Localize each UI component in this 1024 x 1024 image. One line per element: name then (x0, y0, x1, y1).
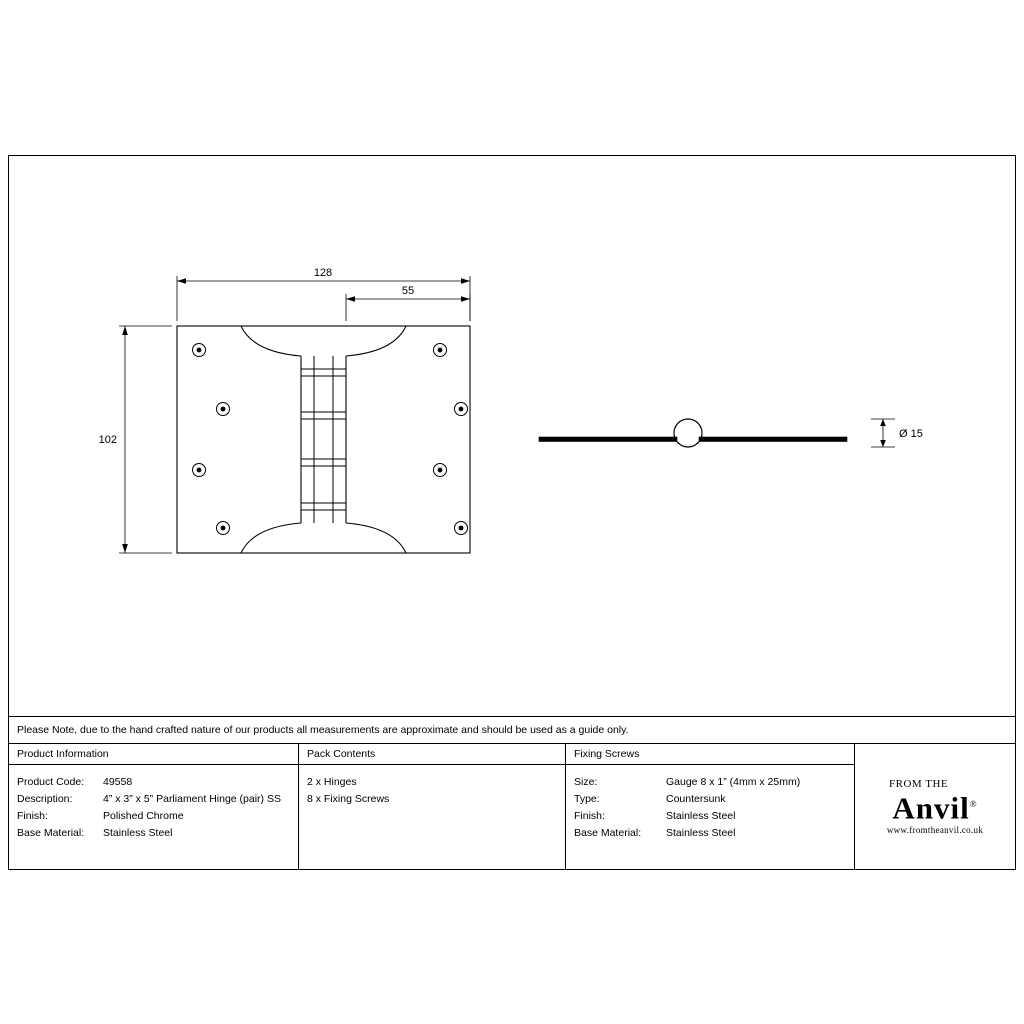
info-table (9, 744, 1015, 869)
side-leaf-left (539, 437, 677, 442)
product-information-column (9, 744, 299, 869)
measurement-note-text: Please Note, due to the hand crafted nature of our products all measurements are approximate and should be used as a guide only. (17, 724, 629, 736)
brand-logo-column (855, 744, 1015, 869)
hinge-plate-outline (177, 326, 470, 553)
table-row (17, 774, 290, 791)
drawing-area (9, 156, 1015, 716)
product-code-value: 49558 (103, 776, 133, 788)
screw-size-label: Size: (574, 776, 598, 788)
dimension-label-128: 128 (313, 267, 333, 279)
base-material-value: Stainless Steel (103, 827, 173, 839)
screw-hole-group-left (193, 344, 230, 535)
table-row (574, 808, 846, 825)
description-value: 4” x 3” x 5” Parliament Hinge (pair) SS (103, 793, 281, 805)
dimension-overall-width (177, 267, 470, 321)
brand-logo (855, 744, 1015, 869)
side-leaf-right (699, 437, 847, 442)
plate-arc-top-left (241, 326, 301, 356)
finish-label: Finish: (17, 810, 48, 822)
screw-type-label: Type: (574, 793, 600, 805)
pack-contents-column (299, 744, 566, 869)
dimension-label-diameter: Ø 15 (899, 428, 923, 440)
technical-drawing-sheet (8, 155, 1016, 870)
fixing-screws-column (566, 744, 855, 869)
plate-arc-bottom-right (346, 523, 406, 553)
fixing-screws-body (566, 765, 854, 842)
product-information-body (9, 765, 298, 842)
base-material-label: Base Material: (17, 827, 85, 839)
screw-type-value: Countersunk (666, 793, 726, 805)
finish-value: Polished Chrome (103, 810, 184, 822)
dimension-height (99, 326, 172, 553)
list-item: 2 x Hinges (307, 776, 357, 788)
product-code-label: Product Code: (17, 776, 85, 788)
table-row (574, 791, 846, 808)
pack-contents-body (299, 765, 565, 808)
measurement-note (9, 716, 1015, 744)
screw-size-value: Gauge 8 x 1” (4mm x 25mm) (666, 776, 801, 788)
dimension-label-102: 102 (98, 434, 117, 446)
logo-url-text: www.fromtheanvil.co.uk (886, 825, 984, 836)
dimension-knuckle-diameter (871, 419, 923, 447)
screw-finish-label: Finish: (574, 810, 605, 822)
side-knuckle-circle (674, 419, 702, 447)
dimension-label-55: 55 (401, 285, 415, 297)
screw-finish-value: Stainless Steel (666, 810, 736, 822)
side-view (539, 419, 847, 447)
plate-arc-bottom-left (241, 523, 301, 553)
table-row (17, 825, 290, 842)
screw-base-material-value: Stainless Steel (666, 827, 736, 839)
dimension-leaf-width (346, 285, 470, 321)
logo-anvil-text (892, 788, 977, 824)
table-row (574, 774, 846, 791)
pack-contents-header: Pack Contents (299, 744, 565, 765)
table-row (17, 791, 290, 808)
logo-anvil-name: Anvil (892, 790, 970, 826)
logo-registered-mark: ® (969, 798, 978, 809)
table-row (17, 808, 290, 825)
screw-base-material-label: Base Material: (574, 827, 642, 839)
plate-arc-top-right (346, 326, 406, 356)
fixing-screws-header: Fixing Screws (566, 744, 854, 765)
product-information-header: Product Information (9, 744, 298, 765)
logo-from-the-text: FROM THE (889, 777, 949, 790)
hinge-drawing-svg (9, 156, 1015, 716)
table-row (574, 825, 846, 842)
list-item: 8 x Fixing Screws (307, 793, 390, 805)
screw-hole-group-right (434, 344, 468, 535)
description-label: Description: (17, 793, 73, 805)
